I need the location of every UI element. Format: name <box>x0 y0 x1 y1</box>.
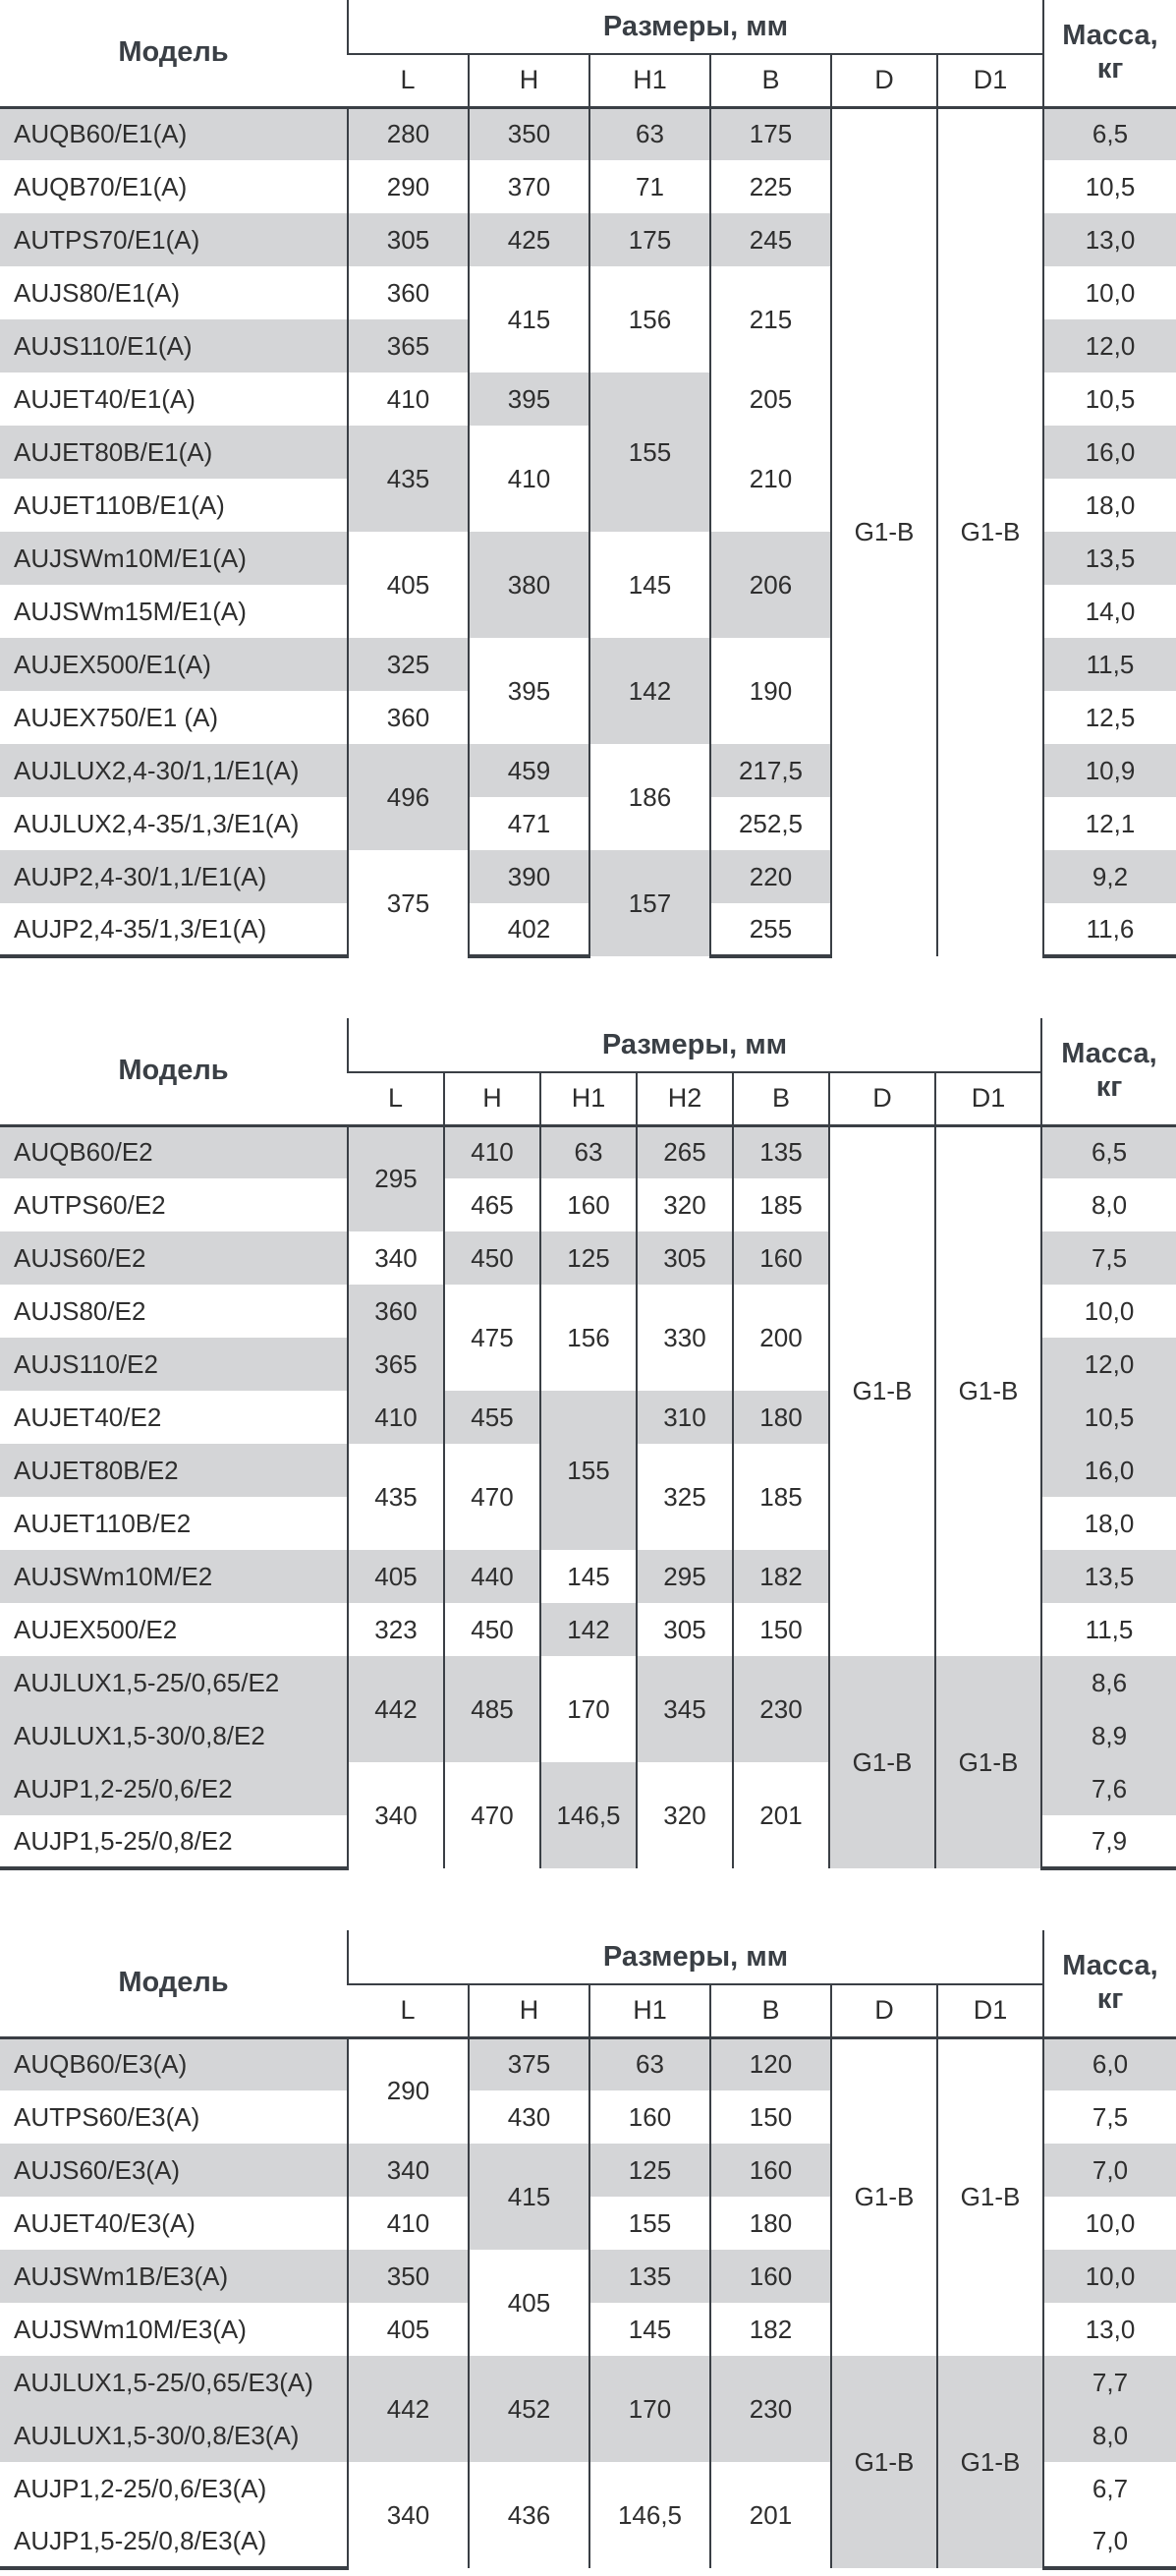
h-cell: 452 <box>469 2356 589 2462</box>
h1-cell: 155 <box>589 2197 710 2250</box>
table-row <box>0 2037 1176 2090</box>
table-row <box>0 107 1176 160</box>
mass-cell: 7,6 <box>1041 1762 1176 1815</box>
h2-cell: 305 <box>637 1231 733 1285</box>
model-cell: AUJEX500/E1(A) <box>0 638 348 691</box>
b-cell: 245 <box>710 213 831 266</box>
h-cell: 415 <box>469 2144 589 2250</box>
l-cell: 405 <box>348 1550 444 1603</box>
l-cell: 442 <box>348 2356 469 2462</box>
l-cell: 375 <box>348 850 469 956</box>
h1-cell: 145 <box>540 1550 637 1603</box>
l-cell: 365 <box>348 1338 444 1391</box>
l-cell: 405 <box>348 532 469 638</box>
b-cell: 210 <box>710 426 831 532</box>
mass-cell: 6,5 <box>1041 1125 1176 1178</box>
h1-cell: 157 <box>589 850 710 956</box>
b-cell: 190 <box>710 638 831 744</box>
h2-cell: 345 <box>637 1656 733 1762</box>
model-cell: AUJET80B/E2 <box>0 1444 348 1497</box>
model-cell: AUQB60/E1(A) <box>0 107 348 160</box>
mass-header: Масса, кг <box>1041 1018 1176 1125</box>
mass-cell: 12,0 <box>1043 319 1176 372</box>
model-cell: AUJP1,5-25/0,8/E2 <box>0 1815 348 1868</box>
h1-cell: 156 <box>540 1285 637 1391</box>
h1-cell: 170 <box>540 1656 637 1762</box>
column-header-h: H <box>469 1984 589 2037</box>
mass-cell: 13,0 <box>1043 2303 1176 2356</box>
b-cell: 230 <box>710 2356 831 2462</box>
h-cell: 471 <box>469 797 589 850</box>
model-cell: AUJET40/E1(A) <box>14 383 196 414</box>
mass-cell: 13,5 <box>1043 532 1176 585</box>
model-cell: AUJS80/E2 <box>14 1295 146 1326</box>
l-cell: 442 <box>348 1656 444 1762</box>
l-cell: 340 <box>348 2144 469 2197</box>
model-cell: AUTPS60/E2 <box>14 1189 166 1220</box>
model-cell: AUJP1,5-25/0,8/E3(A) <box>0 2515 348 2568</box>
column-header-b: B <box>710 54 831 107</box>
model-cell: AUJS60/E2 <box>0 1231 348 1285</box>
column-header-d: D <box>831 1984 937 2037</box>
l-cell: 360 <box>348 1285 444 1338</box>
column-header-d1: D1 <box>935 1072 1041 1125</box>
mass-cell: 8,0 <box>1041 1178 1176 1231</box>
mass-header: Масса, кг <box>1043 1930 1176 2037</box>
b-cell: 225 <box>710 160 831 213</box>
model-cell: AUJS110/E1(A) <box>0 319 348 372</box>
l-cell: 410 <box>348 372 469 426</box>
h2-cell: 310 <box>637 1391 733 1444</box>
column-header-h: H <box>469 54 589 107</box>
l-cell: 410 <box>348 1391 444 1444</box>
h-cell: 380 <box>469 532 589 638</box>
mass-cell: 18,0 <box>1043 479 1176 532</box>
column-header-h1: H1 <box>589 1984 710 2037</box>
h-cell: 375 <box>469 2037 589 2090</box>
b-cell: 120 <box>710 2037 831 2090</box>
column-header-d: D <box>829 1072 935 1125</box>
b-cell: 206 <box>710 532 831 638</box>
model-cell: AUJSWm1B/E3(A) <box>0 2250 348 2303</box>
mass-cell: 12,5 <box>1043 691 1176 744</box>
column-header-l: L <box>348 54 469 107</box>
model-cell: AUJLUX2,4-35/1,3/E1(A) <box>14 808 300 838</box>
model-cell: AUJSWm10M/E1(A) <box>0 532 348 585</box>
model-cell: AUJLUX1,5-25/0,65/E2 <box>0 1656 348 1709</box>
model-cell: AUJLUX1,5-30/0,8/E3(A) <box>0 2409 348 2462</box>
b-cell: 182 <box>710 2303 831 2356</box>
model-cell: AUJET40/E3(A) <box>14 2207 196 2238</box>
d-cell: G1-B <box>831 2356 937 2568</box>
mass-cell: 7,0 <box>1043 2515 1176 2568</box>
b-cell: 201 <box>733 1762 829 1868</box>
b-cell: 201 <box>710 2462 831 2568</box>
mass-cell: 10,0 <box>1043 266 1176 319</box>
h1-cell: 71 <box>589 160 710 213</box>
h-cell: 459 <box>469 744 589 797</box>
mass-cell: 12,0 <box>1041 1338 1176 1391</box>
mass-cell: 7,5 <box>1041 1231 1176 1285</box>
model-cell: AUJET110B/E2 <box>14 1508 192 1538</box>
h-cell: 410 <box>469 426 589 532</box>
b-cell: 215 <box>710 266 831 372</box>
model-cell: AUJP2,4-30/1,1/E1(A) <box>0 850 348 903</box>
mass-cell: 10,5 <box>1043 372 1176 426</box>
model-cell: AUQB70/E1(A) <box>14 171 188 201</box>
d1-cell: G1-B <box>935 1125 1041 1656</box>
mass-cell: 7,5 <box>1043 2090 1176 2144</box>
h-cell: 390 <box>469 850 589 903</box>
b-cell: 205 <box>710 372 831 426</box>
h2-cell: 265 <box>637 1125 733 1178</box>
column-header-d: D <box>831 54 937 107</box>
l-cell: 280 <box>348 107 469 160</box>
mass-cell: 11,5 <box>1041 1603 1176 1656</box>
mass-cell: 12,1 <box>1043 797 1176 850</box>
h1-cell: 142 <box>540 1603 637 1656</box>
h1-cell: 125 <box>540 1231 637 1285</box>
mass-cell: 7,7 <box>1043 2356 1176 2409</box>
h-cell: 455 <box>444 1391 540 1444</box>
h-cell: 415 <box>469 266 589 372</box>
b-cell: 200 <box>733 1285 829 1391</box>
model-cell: AUJP1,2-25/0,6/E3(A) <box>14 2473 267 2503</box>
l-cell: 365 <box>348 319 469 372</box>
l-cell: 360 <box>348 691 469 744</box>
column-header-h1: H1 <box>540 1072 637 1125</box>
h2-cell: 320 <box>637 1178 733 1231</box>
mass-cell: 7,0 <box>1043 2144 1176 2197</box>
h1-cell: 63 <box>589 107 710 160</box>
h2-cell: 295 <box>637 1550 733 1603</box>
h1-cell: 160 <box>540 1178 637 1231</box>
h2-cell: 330 <box>637 1285 733 1391</box>
b-cell: 185 <box>733 1444 829 1550</box>
b-cell: 175 <box>710 107 831 160</box>
table-row <box>0 1125 1176 1178</box>
column-header-d1: D1 <box>937 1984 1043 2037</box>
l-cell: 435 <box>348 426 469 532</box>
mass-cell: 9,2 <box>1043 850 1176 903</box>
mass-cell: 11,6 <box>1043 903 1176 956</box>
d1-cell: G1-B <box>937 2356 1043 2568</box>
l-cell: 290 <box>348 2037 469 2144</box>
model-cell: AUJET40/E2 <box>14 1402 162 1432</box>
l-cell: 340 <box>348 1762 444 1868</box>
b-cell: 185 <box>733 1178 829 1231</box>
model-cell: AUJLUX1,5-30/0,8/E2 <box>0 1709 348 1762</box>
h-cell: 470 <box>444 1762 540 1868</box>
h-cell: 450 <box>444 1603 540 1656</box>
b-cell: 217,5 <box>710 744 831 797</box>
h1-cell: 63 <box>589 2037 710 2090</box>
h1-cell: 125 <box>589 2144 710 2197</box>
h1-cell: 145 <box>589 2303 710 2356</box>
model-cell: AUQB60/E2 <box>0 1125 348 1178</box>
b-cell: 160 <box>733 1231 829 1285</box>
h1-cell: 145 <box>589 532 710 638</box>
model-cell: AUTPS70/E1(A) <box>0 213 348 266</box>
l-cell: 323 <box>348 1603 444 1656</box>
mass-cell: 8,0 <box>1043 2409 1176 2462</box>
model-cell: AUJP2,4-35/1,3/E1(A) <box>0 903 348 956</box>
l-cell: 295 <box>348 1125 444 1231</box>
column-header-d1: D1 <box>937 54 1043 107</box>
model-cell: AUJS110/E2 <box>0 1338 348 1391</box>
mass-cell: 10,0 <box>1043 2197 1176 2250</box>
mass-cell: 16,0 <box>1043 426 1176 479</box>
d-cell: G1-B <box>829 1656 935 1868</box>
mass-cell: 18,0 <box>1041 1497 1176 1550</box>
b-cell: 150 <box>733 1603 829 1656</box>
b-cell: 135 <box>733 1125 829 1178</box>
d1-cell: G1-B <box>937 2037 1043 2356</box>
spec-table-e2 <box>0 1018 1176 1870</box>
mass-cell: 10,0 <box>1043 2250 1176 2303</box>
model-cell: AUJET110B/E1(A) <box>14 489 225 520</box>
h-cell: 465 <box>444 1178 540 1231</box>
table-row <box>0 2356 1176 2409</box>
b-cell: 180 <box>733 1391 829 1444</box>
mass-cell: 16,0 <box>1041 1444 1176 1497</box>
h2-cell: 320 <box>637 1762 733 1868</box>
column-header-h: H <box>444 1072 540 1125</box>
mass-cell: 8,6 <box>1041 1656 1176 1709</box>
l-cell: 435 <box>348 1444 444 1550</box>
mass-cell: 6,0 <box>1043 2037 1176 2090</box>
column-header-h2: H2 <box>637 1072 733 1125</box>
d-cell: G1-B <box>829 1125 935 1656</box>
mass-cell: 6,7 <box>1043 2462 1176 2515</box>
b-cell: 160 <box>710 2144 831 2197</box>
mass-cell: 6,5 <box>1043 107 1176 160</box>
l-cell: 360 <box>348 266 469 319</box>
mass-cell: 7,9 <box>1041 1815 1176 1868</box>
h2-cell: 325 <box>637 1444 733 1550</box>
model-cell: AUJET80B/E1(A) <box>0 426 348 479</box>
h-cell: 395 <box>469 638 589 744</box>
h-cell: 430 <box>469 2090 589 2144</box>
model-cell: AUJLUX2,4-30/1,1/E1(A) <box>0 744 348 797</box>
d-cell: G1-B <box>831 107 937 956</box>
h-cell: 440 <box>444 1550 540 1603</box>
b-cell: 252,5 <box>710 797 831 850</box>
h-cell: 425 <box>469 213 589 266</box>
d1-cell: G1-B <box>937 107 1043 956</box>
mass-cell: 13,0 <box>1043 213 1176 266</box>
b-cell: 220 <box>710 850 831 903</box>
h1-cell: 155 <box>589 372 710 532</box>
l-cell: 405 <box>348 2303 469 2356</box>
column-header-l: L <box>348 1984 469 2037</box>
h1-cell: 155 <box>540 1391 637 1550</box>
h-cell: 370 <box>469 160 589 213</box>
dimensions-header: Размеры, мм <box>348 1930 1043 1984</box>
b-cell: 230 <box>733 1656 829 1762</box>
dimensions-header: Размеры, мм <box>348 0 1043 54</box>
b-cell: 150 <box>710 2090 831 2144</box>
h-cell: 405 <box>469 2250 589 2356</box>
h1-cell: 146,5 <box>540 1762 637 1868</box>
h1-cell: 142 <box>589 638 710 744</box>
h-cell: 402 <box>469 903 589 956</box>
h1-cell: 175 <box>589 213 710 266</box>
mass-cell: 10,9 <box>1043 744 1176 797</box>
mass-cell: 8,9 <box>1041 1709 1176 1762</box>
spec-table-e1 <box>0 0 1176 958</box>
b-cell: 180 <box>710 2197 831 2250</box>
l-cell: 410 <box>348 2197 469 2250</box>
mass-cell: 13,5 <box>1041 1550 1176 1603</box>
model-cell: AUTPS60/E3(A) <box>14 2101 200 2132</box>
model-cell: AUJSWm10M/E3(A) <box>14 2314 247 2344</box>
model-header: Модель <box>0 1018 348 1125</box>
h1-cell: 135 <box>589 2250 710 2303</box>
l-cell: 350 <box>348 2250 469 2303</box>
h1-cell: 186 <box>589 744 710 850</box>
model-cell: AUJSWm15M/E1(A) <box>14 596 247 626</box>
l-cell: 325 <box>348 638 469 691</box>
l-cell: 496 <box>348 744 469 850</box>
b-cell: 182 <box>733 1550 829 1603</box>
d-cell: G1-B <box>831 2037 937 2356</box>
mass-cell: 10,0 <box>1041 1285 1176 1338</box>
l-cell: 340 <box>348 2462 469 2568</box>
model-cell: AUJS60/E3(A) <box>0 2144 348 2197</box>
mass-cell: 11,5 <box>1043 638 1176 691</box>
spec-table-e3 <box>0 1930 1176 2570</box>
model-header: Модель <box>0 1930 348 2037</box>
h-cell: 485 <box>444 1656 540 1762</box>
h1-cell: 170 <box>589 2356 710 2462</box>
h-cell: 475 <box>444 1285 540 1391</box>
h-cell: 410 <box>444 1125 540 1178</box>
l-cell: 340 <box>348 1231 444 1285</box>
b-cell: 160 <box>710 2250 831 2303</box>
b-cell: 255 <box>710 903 831 956</box>
model-header: Модель <box>0 0 348 107</box>
model-cell: AUJSWm10M/E2 <box>0 1550 348 1603</box>
mass-cell: 10,5 <box>1043 160 1176 213</box>
d1-cell: G1-B <box>935 1656 1041 1868</box>
l-cell: 290 <box>348 160 469 213</box>
h1-cell: 63 <box>540 1125 637 1178</box>
mass-cell: 10,5 <box>1041 1391 1176 1444</box>
model-cell: AUJP1,2-25/0,6/E2 <box>0 1762 348 1815</box>
h2-cell: 305 <box>637 1603 733 1656</box>
h1-cell: 146,5 <box>589 2462 710 2568</box>
column-header-h1: H1 <box>589 54 710 107</box>
mass-header: Масса, кг <box>1043 0 1176 107</box>
h-cell: 350 <box>469 107 589 160</box>
h-cell: 450 <box>444 1231 540 1285</box>
column-header-l: L <box>348 1072 444 1125</box>
h-cell: 470 <box>444 1444 540 1550</box>
h-cell: 395 <box>469 372 589 426</box>
dimensions-header: Размеры, мм <box>348 1018 1041 1072</box>
table-row <box>0 1656 1176 1709</box>
model-cell: AUJEX750/E1 (A) <box>14 702 219 732</box>
model-cell: AUJLUX1,5-25/0,65/E3(A) <box>0 2356 348 2409</box>
h-cell: 436 <box>469 2462 589 2568</box>
model-cell: AUJEX500/E2 <box>14 1614 178 1644</box>
model-cell: AUJS80/E1(A) <box>14 277 181 308</box>
mass-cell: 14,0 <box>1043 585 1176 638</box>
h1-cell: 156 <box>589 266 710 372</box>
column-header-b: B <box>710 1984 831 2037</box>
column-header-b: B <box>733 1072 829 1125</box>
l-cell: 305 <box>348 213 469 266</box>
h1-cell: 160 <box>589 2090 710 2144</box>
model-cell: AUQB60/E3(A) <box>0 2037 348 2090</box>
